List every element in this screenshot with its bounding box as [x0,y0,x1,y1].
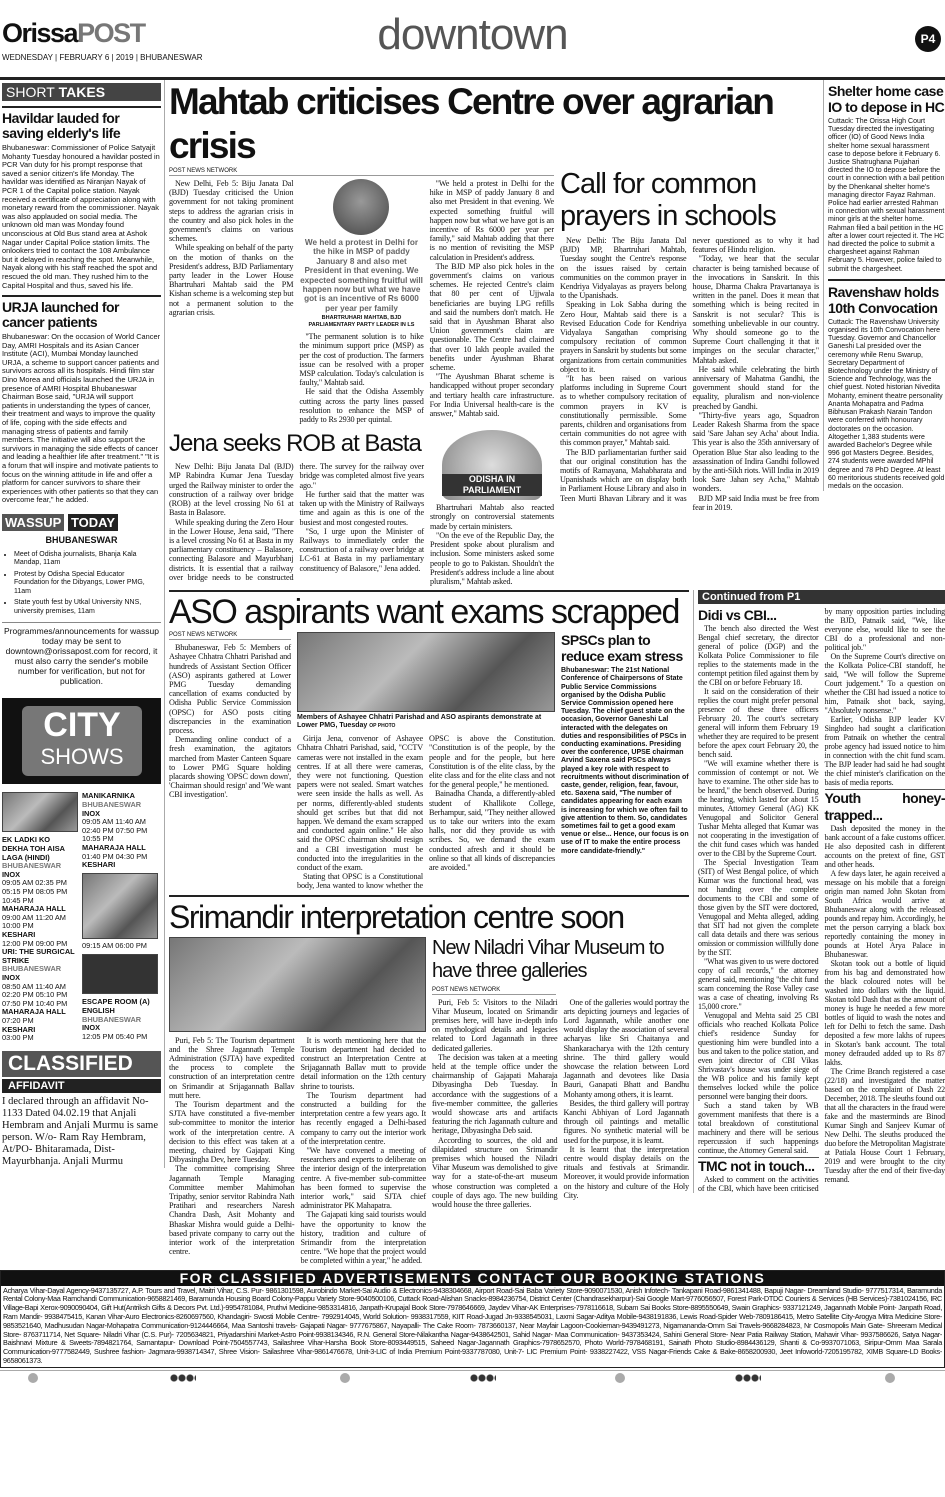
movie-title: ESCAPE ROOM (A) ENGLISH [82,997,150,1015]
paragraph: It is learnt that the interpretation centre would display details on the rituals and festivals at Srimandir. Moreover, it would provide information on the history and culture of the Holy City. [563,1144,689,1200]
article-headline: Shelter home case IO to depose in HC [828,83,945,115]
paragraph: Such a stand taken by WB government manifests that there is a total breakdown of constitutional machinery and there will be serious repercussion if such happenings continue, the Attorney General said. [698,1101,819,1156]
byline: POST NEWS NETWORK [432,987,556,995]
article-headline: TMC not in touch... [698,1157,819,1175]
venue: INOX [82,808,101,818]
byline: POST NEWS NETWORK [169,632,291,640]
prayers-continuation [430,430,554,586]
aso-photo-and-body [297,632,555,890]
movie-title: URI: THE SURGICAL STRIKE [2,947,75,965]
booking-stations [0,1270,945,1368]
showtimes: 09:15 AM 06:00 PM [82,940,147,950]
article-body: Cuttack: The Orissa High Court Tuesday directed the investigating officer (IO) of Good News India shelter home sexual harassment case to depose before it February 6. Justice Shatrughana Pujahari directed the IO to depose before the court in connection with a bail petition by the Dhenkanal shelter home's managing director Fayaz Rahman. Police had earlier arrested Rahman in connection with sexual harassment minor girls at the shelter home. Rahman filed a bail petition in the HC after a lower court rejected it. The HC had directed the police to submit a chargesheet against Rahman February 5. However, police failed to submit the chargesheet. [828,118,945,273]
paragraph: Puri, Feb 5: Visitors to the Niladri Vihar Museum, located on Srimandir premises here, will have in-depth info on mythological details and legacies related to Lord Jagannath in three dedicated galleries. [432,997,558,1053]
dateline: WEDNESDAY | FEBRUARY 6 | 2019 | BHUBANESWAR [2,53,203,62]
venue: MAHARAJA HALL [2,1007,66,1017]
prayers-article [560,168,819,512]
showtimes: 09:05 AM 11:40 AM 02:40 PM 07:50 PM 10:55 PM [82,817,148,844]
city: BHUBANESWAR [2,861,62,871]
wassup-today [2,515,161,687]
paragraph: "Today, we hear that the secular character is being tarnished because of the invocations in Sanskrit. In this house, Dharma Chakra Pravartanaya is written in the panel. Does it mean that something which is being recited in Sanskrit is not secular? This is something unbelievable in our country. Why should someone go to the Supreme Court challenging it that it impinges on the secular character," Mahtab asked. [692,254,819,365]
paragraph: According to sources, the old and dilapidated structure on Srimandir premises which housed the Niladri Vihar Museum was demolished to give way for a state-of-the-art museum whose construction was completed a couple of days ago. The new building would house the three galleries. [432,1135,558,1210]
paragraph: A few days later, he again received a message on his mobile that a foreign origin man named John Skotan from South Africa would arrive at Bhubaneswar along with the released pounds and repay him. Accordingly, he met the person carrying a black box reportedly containing the money in pounds at Hotel Arya Palace in Bhubaneswar. [824,869,945,960]
affidavit-label: AFFIDAVIT [2,1079,161,1093]
paragraph: Girija Jena, convenor of Ashayee Chhatra Chhatri Parishad, said, "CCTV cameras were not installed in the exam centres. If at all there were cameras, they were not functioning. Question papers were not sealed. Smart watches were seen inside the halls as well. As per norms, differently-abled students should get scribes but that did not happen. We demand the exam scrapped and conducted again online." He also said the OPSC chairman should resign and a CBI investigation must be conducted into the irregularities in the conduct of the exam. [297,734,423,872]
paragraph: The Gajapati king said tourists would have the opportunity to know the history, tradition and culture of Srimandir from the interpretation centre. "We hope that the project would be completed within a year," he added. [300,1210,426,1266]
booking-list: Acharya Vihar-Dayal Agency-9437135727, A.P. Tours and Travel, Maitri Vihar, C.S. Pur- 9861301598, Aurobindo Market-Sai Audio & Electronics-9438304668, Airport Road-Sai Baba Variety Store-9090071530, Anish Infotech- Tankapani Road-9861341488, Bapuji Nagar- Dreamland Studio- 9777517314, Baramunda Rental Colony-Maa Ramchandi Communication-9658821469, Baramunda Housing Board Colony-Pappu Variety Store-9040500106, Cuttack Road-Alishan Snacks-8984236754, District Center (Chandrasekharpur)-Sai Google Mart-9776056507, Forest Park-DTDC Couriers & Services (HB Services)-7381024156, IRC Village-Bapi Xerox-9090090404, Gift Hut(Antriksh Gifts & Decors Pvt. Ltd.)-9954781084, Pruthvi Medicine-9853314816, Janpath-Krupajal Book Store-7978646669, Jaydev Vihar-AK Enterprises-7978116618, Subam Sai Books Store-8895550649, Swain Graphics- 9337121249, Jagannath Mobile Point- Janpath Road, Ram Mandir- 9938475415, Kanan Vihar-Auro Electronics-8260697560, Khandagiri- Swosti Mobile Centre- 7992914045, World Solution- 9938317559, KIIT Road-Jugad Jn-9338545031, Laxmi Sagar-Aditya Mobile-9438191836, Lewis Road-Spider Web-7809186415, Metro Satellite City-Arogya Mitra Medicine Store-9853521640, Madhusudan Nagar-Mohapatra Communication-9124446664, Maa Santoshi travels- Gajapati Nagar- 9777675867, Nayapalli- The Cake Room- 7873660137, Near Mayfair Lagoon-Cookieman-9439491273, Nigamananda-Omm Sai Travels-9668284823, Nr Cosmopolis Main Gate- Shreeram Medical Store- 8763711714, Net Square- Niladri Vihar (C.S. Pur)- 7205634821, Priyadarshini Market-Astro Point-9938134346, R.N. General Store-Nilakantha Nagar-9438642501, Sahid Nagar- Maa Communication- 9437353424, Sahini General Store- Near Patia Railway Station, Mahavir Vihar- 9937586626, Satya Nagar-Baishnavi Mixture & Sweets-7894821764, Samantapur- Download Point-7504557743, Sailashree Vihar-Harsha Book Store-8093449515, Saheed Nagar-Jagannath Graphics-7978652570, Photo World-7978468191, Sainath Photo Studio-8984436129, Shanti & Co-9937071063, Siripur-Omm Maa Sarala Communication-9777582449, Sushree fashion- Jagmara-9938714347, Shree Vision- Sailashree Vihar-9861476678, Unit-3-LIC of India Premium Point-9337787080, Unit-7- LIC Premium Point- 9338227422, VSS Nagar-Friends Cake & Bake-8658200930, Jeet Infoworld-7205195782, XIMB Square-LD Books-9658061373. [3,1285,942,1366]
showtimes: 12:05 PM 05:40 PM [82,1031,148,1041]
showtimes: 08:50 AM 11:40 AM 02:20 PM 05:10 PM 07:50 PM 10:40 PM [2,981,68,1008]
paragraph: Bainadha Chanda, a differently-abled student of Khallikote College, Berhampur, said, "They neither allowed us to take our writers into the exam halls, nor did they provide us with scribes. So, we demand the exam conducted afresh and it should be online so that all kinds of discrepancies are avoided." [429,789,555,872]
paragraph: Dash deposited the money in the bank account of a fake customs officer. He also deposited cash in different accounts on the pretext of fine, GST and other heads. [824,824,945,870]
event-item: • State youth fest by Utkal University NNS, university premises, 11am [14,599,161,616]
paragraph: "Thirty-five years ago, Squadron Leader Rakesh Sharma from the space said 'Sare Jahan sey Acha' about India. This year is also the 35th anniversary of Operation Blue Star also leading to the assassination of Indira Gandhi followed by the anti-Sikh riots. Will India in 2019 look Sare Jahan sey Acha," Mahtab wonders. [692,410,819,494]
mahtab-photo [333,179,389,235]
shows-label: SHOWS [40,744,124,770]
today-label: TODAY [68,514,118,531]
paragraph: He further said that the matter was taken up with the Ministry of Railways time and again as this is one of the busiest and most congested routes. [299,489,424,527]
venue: KESHARI [82,860,116,870]
paragraph: While speaking on behalf of the party on the motion of thanks on the President's address, BJD Parliamentary party leader in the Lower House Bhartruhari Mahtab said the PM Kishan scheme is a welcoming step but not a permanent solution to the agrarian crisis. [169,243,294,317]
paragraph: Skotan took out a bottle of liquid from his bag and demonstrated how the black coloured notes will be washed into dollars with the liquid. Skotan told Dash that as the amount of money is huge he needed a few more bottles of liquid to wash the notes and left for Delhi to fetch the same. Dash deposited a few more lakhs of rupees in Skotan's bank account. The total money defrauded added up to Rs 87 lakhs. [824,959,945,1068]
paragraph: One of the galleries would portray the arts depicting journeys and legacies of Lord Jagannath, while another one would display the association of several acharyas like Sri Chaitanya and Shankaracharya with the 12th century shrine. The third gallery would showcase the relation between Lord Jagannath and devotees like Dasia Bauri, Ganapati Bhatt and Bandhu Mohanty among others, it is learnt. [563,997,689,1099]
paragraph: Speaking in Lok Sabha during the Zero Hour, Mahtab said there is a Revised Education Code for Kendriya Vidyalaya Sangathan comprising compulsory recitation of common prayers in Sanskrit by students but some organizations from certain communities object to it. [560,300,687,374]
paragraph: "We held a protest in Delhi for the hike in MSP of paddy January 8 and also met President in that evening. We expected something fruitful will happen now but what we have got is an incentive of Rs 6000 per year per family," said Mahtab adding that there is no mention of revisiting the MSP calculation in President's address. [429,179,554,262]
wassup-label: WASSUP [2,514,64,531]
venue: KESHARI [2,930,36,939]
venue: INOX [82,1023,101,1033]
paragraph: It said on the consideration of their replies the court might prefer personal presence of these three officers February 20. The court's secretary general will inform them February 19 whether they are required to be present before the apex court February 20, the bench said. [698,687,819,760]
short-takes-label-bold: TAKES [58,84,106,100]
article-headline: ASO aspirants want exams scrapped [169,593,679,632]
ravenshaw-article [828,279,945,491]
article-headline: Ravenshaw holds 10th Convocation [828,283,939,316]
logo: OrissaPOST [2,18,145,48]
paragraph: The Tourism department and the SJTA have constituted a five-member sub-committee to monitor the interior work of the interpretation centre. A decision to this effect was taken at a meeting, chaired by Gajapati King Dibyasingha Dev, here Tuesday. [169,1099,295,1165]
classified [2,1051,161,1168]
article-body: Bhubaneswar: On the occasion of World Cancer Day, AMRI Hospitals and its Asian Cancer Institute (ACI), Mumbai Monday launched URJA, a scheme to support cancer patients and survivors across all its hospitals. Hindi film star Dino Morea and officials launched the URJA in presence of AMRI Hospital Bhubaneswar Chairman Bose said, "URJA will support patients in understanding the types of cancer, their treatment and ways to improve the quality of life, coping with the side effects and managing stress of patients and family members. The initiative will also support the survivors in managing the side effects of cancer and leading a healthier life after treatment." "It is a forum that will inspire and motivate patients to focus on the winning attitude in life and offer a platform for cancer survivors to share their experiences with other patients so that they can overcome fear," he added. [2,332,161,505]
movie-title: EK LADKI KO DEKHA TOH AISA LAGA (HINDI) [2,835,65,862]
masthead [0,0,945,80]
paragraph: The decision was taken at a meeting held at the temple office under the chairmanship of Gajapati Maharaja Dibyasingha Deb Tuesday. In accordance with the suggestions of a five-member committee, the galleries would showcase arts and artifacts featuring the rich Jagannath culture and heritage, Dibyasingha Deb said. [432,1052,558,1136]
aso-article [169,590,689,890]
paragraph: The BJD MP also pick holes in the government's claims on various schemes. He rejected Centre's claim that 80 per cent of Ujjwala beneficiaries are buying LPG refills and said the numbers don't match. He said that in Ayushman Bharat also Union government's claim are questionable. The Centre had claimed that over 10 lakh people availed the benefits under Ayushman Bharat scheme. [429,261,554,373]
paragraph: Venugopal and Mehta said 25 CBI officials who reached Kolkata Police chief's residence Sunday for questioning him were bundled into a bus and taken to the police station, and even joint director of CBI Vikas Shrivastav's house was under siege of the WB police and his family kept themselves locked while the police personnel were banging their doors. [698,1011,819,1102]
wassup-note: Programmes/announcements for wassup today may be sent to downtown@orissapost.com for record, it must also carry the sender's mobile number for verification, but not for publication. [4,626,159,687]
venue: MAHARAJA HALL [2,904,66,914]
showtimes: 09:00 AM 11:20 AM 10:00 PM [2,912,66,931]
paragraph: "We have convened a meeting of researchers and experts to deliberate on the interior design of the interpretation centre. A five-member sub-committee has been formed to supervise the interior work," said SJTA chief administrator PK Mahapatra. [300,1146,426,1211]
meeting-photo [169,937,426,1032]
paragraph: New Delhi: The Biju Janata Dal (BJD) MP, Bhartruhari Mahtab, Tuesday sought the Centre's response on the issues raised by certain communities on the common prayer in Kendriya Vidyalayas as prayers belong to the Upanishads. [560,236,687,301]
movie-title: MANIKARNIKA [82,791,135,801]
paragraph: Bhartruhari Mahtab also reacted strongly on controversial statements made by certain ministers. [430,503,554,531]
showtimes: 12:00 PM 09:00 PM [2,938,68,948]
article-headline: Didi vs CBI... [698,607,777,624]
lower-main [169,590,689,1266]
parliament-photo [442,430,542,500]
city: BHUBANESWAR [2,964,62,974]
showtimes: 07:20 PM [2,1015,34,1025]
lead-headline: Mahtab criticises Centre over agrarian crisis [169,81,774,166]
continued-column [693,590,945,1193]
article-body: Bhubaneswar: Commissioner of Police Satyajit Mohanty Tuesday honoured a havildar posted in PCR Van duty for his prompt response that saved a senior citizen's life Monday. The havildar was identified as Niranjan Nayak of PCR 1 of the Capital police station. Nayak received a certificate of appreciation along with monetary reward from the commissioner. Nayak was also applauded on social media. The unknown old man was Monday found unconscious at Old Bus stand area at Ashok Nagar under Capital Police station limits. The onlookers tried to contact the 108 Ambulance but it delayed in reaching the spot. Meanwhile, Nayak along with his staff reached the spot and rescued the old man. They rushed him to the Capital Hospital and thus, saved his life. [2,143,160,290]
byline: POST NEWS NETWORK [169,168,554,176]
paragraph: "It has been raised on various platforms including in Supreme Court as to whether compulsory recitation of common prayers in KV is constitutionally permissible. Some parents, children and organisations from certain communities do not agree with this common prayer," Mahtab said. [560,374,687,448]
paragraph: On the Supreme Court's directive on the Kolkata Police-CBI standoff, he said, "We will follow the Supreme Court judgement." To a question on whether the CBI had issued a notice to him, Patnaik shot back, saying, "Absolutely nonsense." [824,652,945,716]
left-column [0,80,165,1168]
quote-caption: BHARTRUHARI MAHTAB, BJD PARLIAMENTARY PARTY LEADER IN LS [308,315,415,329]
continued-label: Continued from P1 [698,590,945,604]
right-column [823,80,945,491]
paragraph: Puri, Feb 5: The Tourism department and the Shree Jagannath Temple Administration (SJTA) have expedited the process to complete the construction of an interpretation centre on Srimandir at Srijagannath Ballav mutt here. [169,1035,295,1100]
affidavit-text: I declared through an affidavit No- 1133 Dated 04.02.19 that Anjali Hembram and Anjali Murmu is same person. W/o- Ram Ray Hembram, At/PO- Bhitaramada, Dist- Mayurbhanja. Anjali Murmu [2,1095,159,1167]
article-headline: SPSCs plan to reduce exam stress [561,632,683,665]
paragraph: Bhubaneswar, Feb 5: Members of Ashayee Chhatra Chhatri Parishad and hundreds of Assistant Section Officer (ASO) aspirants gathered at Lower PMG Tuesday demanding cancellation of exams conducted by Odisha Public Service Commission (OPSC) for ASO posts citing discrepancies in the examination process. [169,643,291,735]
paragraph: The Crime Branch registered a case (22/18) and investigated the matter based on the complaint of Dash 22 December, 2018. The sleuths found out that all the characters in the fraud were fake and the masterminds are Binod Kumar Singh and Sanjeev Kumar of New Delhi. The sleuths produced the duo before the Metropolitan Magistrate at Patiala House Court 1 February, 2019 and were brought to the city Tuesday after the end of their five-day remand. [824,1067,945,1185]
venue: KESHARI [2,1024,36,1034]
article-headline: New Niladri Vihar Museum to have three galleries [432,936,664,982]
page-number: P4 [915,26,941,52]
paragraph: "On the eve of the Republic Day, the President spoke about pluralism and inclusion. Some ministers asked some people to go to Pakistan. Shouldn't the President's address include a line about pluralism," Mahtab asked. [430,530,554,586]
paragraph: Asked to comment on the activities of the CBI, which have been criticised by many opposition parties including the BJD, Patnaik said, "We, like everyone else, would like to see the CBI do a professional and non-political job." [698,607,945,1194]
paragraph: Besides, the third gallery will portray Kanchi Abhiyan of Lord Jagannath through oil paintings and metallic figures. No synthetic material will be used for the purpose, it is learnt. [563,1098,689,1145]
short-takes [2,83,161,505]
city-shows [2,698,161,1042]
niladri-article [432,937,689,1210]
paragraph: It is worth mentioning here that the Tourism department had decided to construct an Interpretation Centre at Srijagannath Ballav mutt to provide detail information on the 12th century shrine to tourists. [300,1035,426,1091]
paragraph: Demanding online conduct of a fresh examination, the agitators marched from Master Canteen Square to Lower PMG Square holding placards showing 'OPSC down down', 'Chairman should resign' and 'We want CBI investigation'. [169,735,291,800]
paragraph: "The Ayushman Bharat scheme is handicapped without proper secondary and tertiary health care infrastructure. For India Universal health-care is the answer," Mahtab said. [429,372,554,419]
event-item: • Meet of Odisha journalists, Bhanja Kala Mandap, 11am [14,551,161,568]
paragraph: The bench also directed the West Bengal chief secretary, the director general of police (DGP) and the Kolkata Police Commissioner to file replies to the statements made in the contempt petition filed against them by the CBI on or before February 18. [698,624,819,688]
section-title: downtown [377,10,568,59]
paragraph: Earlier, Odisha BJP leader KV Singhdeo had sought a clarification from Patnaik on whether the central probe agency had issued notice to him in connection with the chit fund scam. The BJP leader had said he had sought the chief minister's clarification on the basis of media reports. [824,715,945,788]
city-label: CITY [43,706,121,745]
quote-text: We held a protest in Delhi for the hike in MSP of paddy January 8 and also met President in that evening. We expected something fruitful will happen now but what we have got is an incentive of Rs 6000 per year per family [300,238,423,313]
paragraph: While speaking during the Zero Hour in the Lower House, Jena said, "There is a level crossing No 61 at Basta in my parliamentary constituency – Balasore, connecting Balasore and Mayurbhanj districts. It is essential that a railway over bridge needs to be constructed there. The survey for the railway over bridge was completed almost five years ago." [169,462,424,582]
paragraph: The committee comprising Shree Jagannath Temple Managing Committee member Mahimohan Tripathy, senior servitor Rabindra Nath Pratihari and researchers Naresh Chandra Dash, Asit Mohanty and Bhaskar Mishra would guide a Delhi-based private company to carry out the interior work of the interpretation centre. [169,1164,295,1257]
event-item: • Protest by Odisha Special Educator Foundation for the Dibyangs, Lower PMG, 11am [14,571,161,597]
top-section [169,80,945,586]
article-headline: URJA launched for cancer patients [2,299,119,331]
paragraph: The Tourism department had constructed a building for the interpretation centre a few years ago. It has recently engaged a Delhi-based company to carry out the interior work of the interpretation centre. [300,1090,426,1146]
venue: INOX [2,972,21,982]
movie-poster [82,954,158,994]
city: BHUBANESWAR [82,1014,142,1024]
paragraph: "What was given to us were doctored copy of call records," the attorney general said, mentioning "the chit fund scam concerning the Rose Valley case was a case of cheating, involving Rs 15,000 crore." [698,957,819,1012]
movie-poster [82,873,158,939]
paragraph: New Delhi: Biju Janata Dal (BJD) MP Rabindra Kumar Jena Tuesday urged the Railway minister to order the construction of a railway over bridge (ROB) at the level crossing No 61 at Basta in Balasore. [169,462,294,518]
paragraph: New Delhi, Feb 5: Biju Janata Dal (BJD) Tuesday criticised the Union government for not taking prominent steps to address the agrarian crisis in the country and also pick holes in the government's claims on various schemes. [169,179,294,244]
article-body: Bhubaneswar: The 21st National Conference of Chairpersons of State Public Service Commissions organised by the Odisha Public Service Commission opened here Tuesday. The chief guest state on the occasion, Governor Ganeshi Lal interacted with the delegates on duties and responsibilities of PSCs in conducting examinations. Presiding over the conference, UPSE chairman Arvind Saxena said PSCs always played a key role with respect to recruitments without discrimination of caste, gender, religion, fear, favour, etc. Saxena said, "The number of candidates appearing for each exam is increasing for which we often fail to give attention to them. So, candidates sometimes fail to get a good exam venue or else... Hence, our focus is on use of IT to make the entire process more candidate-friendly." [561,667,689,855]
spscs-article [561,632,689,856]
showtimes: 09:05 AM 02:35 PM 05:15 PM 08:05 PM 10:45 PM [2,878,68,905]
aso-body-col1 [169,632,291,799]
paragraph: Stating that OPSC is a Constitutional body, Jena wanted to know whether the OPSC is above the Constitution. "Constitution is of the people, by the people and for the people, but here Constitution is of the elite class, by the elite class and for the elite class and not for the general people," he mentioned. [297,734,555,891]
lead-article [169,168,554,424]
movie-poster [2,792,78,832]
photo-caption: Members of Ashayee Chhatri Parishad and ASO aspirants demonstrate at Lower PMG, Tuesday [297,714,542,730]
article-headline: Jena seeks ROB at Basta [169,430,421,458]
jena-article [169,430,424,582]
pull-quote [299,179,423,329]
srimandir-body [169,1036,426,1266]
venue: MAHARAJA HALL [82,843,146,853]
paragraph: "We will examine whether there is commission of contempt or not. We have to examine. The other side has to be heard," the bench observed. During the hearing, which lasted for about 15 minutes, Attorney General (AG) KK Venugopal and Solicitor General Tushar Mehta alleged that Kumar was not cooperating in the investigation of the chit fund cases which was handed over to the CBI by the Supreme Court. [698,759,819,859]
paragraph: "So, I urge upon the Minister of Railways to immediately order the construction of a railway over bridge at LC-61 at Basta in my parliamentary constituency of Balasore," Jena added. [299,526,424,573]
venue: INOX [2,869,21,879]
short-takes-label: SHORT [6,84,55,100]
classified-title: CLASSIFIED [2,1051,161,1077]
wassup-city: BHUBANESWAR [45,534,118,545]
paragraph: BJD MP said India must be free from fear in 2019. [692,493,819,512]
paragraph: The Special Investigation Team (SIT) of West Bengal police, of which Kumar was the functional head, was not handing over the complete documents to the CBI and some of those given by the SIT were doctored, Venugopal and Mehta alleged, adding that SIT had not given the complete call data details and there was serious omission or commission willfully done by the SIT. [698,858,819,958]
city: BHUBANESWAR [82,800,142,810]
top-main [169,80,819,586]
article-headline: Call for common prayers in schools [560,168,776,232]
article-headline: Havildar lauded for saving elderly's life [2,110,121,141]
article-headline: Youth honey-trapped... [824,790,945,824]
print-registration-marks [0,1370,945,1384]
booking-title: FOR CLASSIFIED ADVERTISEMENTS CONTACT OUR BOOKING STATIONS [1,1271,944,1286]
shows-column-2 [82,792,158,1042]
paragraph: He said while celebrating the birth anniversary of Mahatma Gandhi, the government should stand for the equality, pluralism and non-violence preached by Gandhi. [692,364,819,411]
showtimes: 01:40 PM 04:30 PM [82,851,148,861]
paragraph: He said that the Odisha Assembly cutting across the party lines passed resolution to enhance the MSP of paddy to Rs 2930 per quintal. [299,387,424,425]
srimandir-headline: Srimandir interpretation centre soon [169,898,624,935]
lower-section [169,590,945,1266]
srimandir-article [169,895,689,1266]
shelter-article [828,83,945,274]
city-shows-logo [2,698,161,784]
showtimes: 03:00 PM [2,1033,34,1043]
shows-column-1 [2,792,78,1042]
article-body: Cuttack: The Ravenshaw University organised its 10th Convocation here Tuesday. Governor and Chancellor Ganeshi Lal presided over the ceremony while Renu Swarup, Secretary Department of Biotechnology under the Ministry of Science and Technology, was the chief guest. Noted historian Nivedita Mohanty, eminent theatre personality Ananta Mohapatra and Padma Bibhusan Prakash Narain Tandon were conferred with honourary doctorates on the occasion. Altogether 1,383 students were awarded Bachelor's Degree while 996 got Masters Degree. Besides, 274 students were awarded MPhil degree and 78 PhD Degree. At least 60 meritorious students received gold medals on the occasion. [828,318,945,490]
paragraph: "The permanent solution is to hike the minimum support price (MSP) as per the cost of production. The farmers issue can be resolved with a proper MSP calculation. Today's calculation is faulty," Mahtab said. [299,332,424,388]
paragraph: The BJD parliamentarian further said that our original constitution has the motifs of Ramayana, Mahabharata and Upanishads which are on display both in Parliament House Library and also in Teen Murti Bhavan Library and it was never questioned as to why it had features of Hindu religion. [560,236,819,503]
photo-label: ODISHA IN PARLIAMENT [442,474,542,496]
photo-credit: OP PHOTO [369,723,396,730]
protest-photo [297,632,555,712]
